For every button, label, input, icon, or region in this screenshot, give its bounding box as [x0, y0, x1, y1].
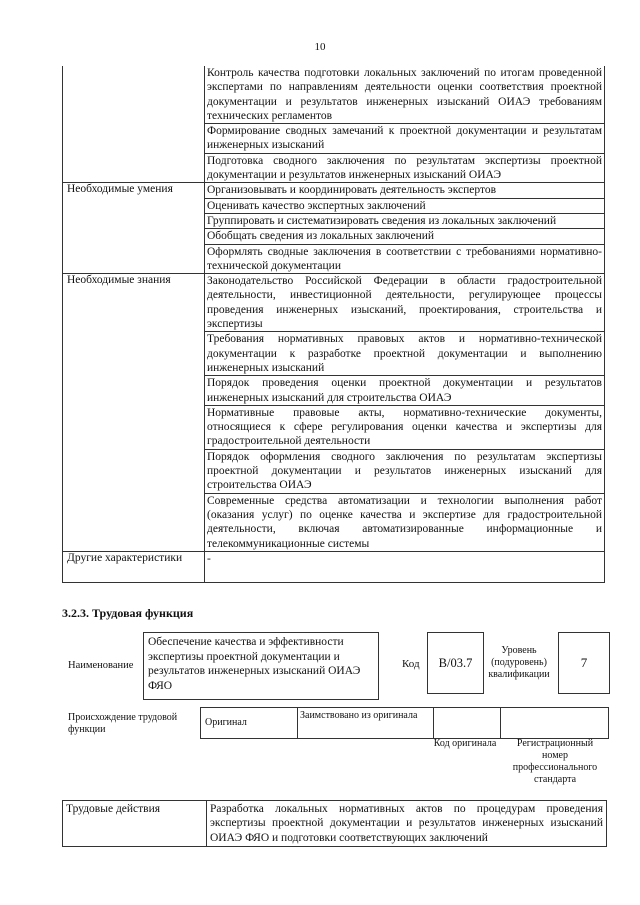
page-number: 10 — [314, 41, 326, 53]
table-row: Порядок оформления сводного заключения по результатам экспертизы проектной документации и результатов инженерных изысканий для строительства ОИАЭ — [205, 449, 605, 493]
code-original-label: Код оригинала — [433, 738, 497, 749]
table-row: Порядок проведения оценки проектной документации и результатов инженерных изысканий для строительства ОИАЭ — [205, 376, 605, 406]
origin-label: Происхождение трудовой функции — [68, 712, 178, 735]
table-row: Контроль качества подготовки локальных заключений по итогам проведенной экспертами по направлениям деятельности оценки соответствия проектной документации и результатов инженерных изысканий ОИАЭ требованиям технических регламентов — [205, 66, 605, 124]
table-row: Подготовка сводного заключения по результатам экспертизы проектной документации и результатов инженерных изысканий ОИАЭ — [205, 153, 605, 183]
origin-borrowed: Заимствовано из оригинала — [300, 710, 418, 721]
name-label: Наименование — [68, 660, 134, 671]
table-row: Оценивать качество экспертных заключений — [205, 198, 605, 213]
table-row: Требования нормативных правовых актов и нормативно-технической документации к разработке проектной документации и выполнению инженерных изысканий — [205, 332, 605, 376]
actions-text: Разработка локальных нормативных актов по процедурам проведения экспертизы проектной документации и результатов инженерных изысканий ОИАЭ ФЯО и подготовки соответствующих заключений — [207, 801, 607, 847]
function-name: Обеспечение качества и эффективности экспертизы проектной документации и результатов инженерных изысканий ОИАЭ ФЯО — [143, 632, 379, 700]
function-code: В/03.7 — [427, 632, 484, 694]
continued-label-cell — [63, 66, 205, 183]
origin-original: Оригинал — [205, 717, 247, 728]
function-level: 7 — [558, 632, 610, 694]
level-label: Уровень (подуровень) квалификации — [488, 645, 550, 680]
table-row: Оформлять сводные заключения в соответствии с требованиями нормативно-технической документации — [205, 244, 605, 274]
knowledge-label: Необходимые знания — [63, 274, 205, 552]
table-row: Законодательство Российской Федерации в области градостроительной деятельности, инвестиционной деятельности, регулирующее процессы проведения инженерных изысканий, проектирования, строительства и экспертизы — [205, 274, 605, 332]
skills-label: Необходимые умения — [63, 183, 205, 274]
other-label: Другие характеристики — [63, 551, 205, 582]
code-label: Код — [402, 658, 420, 670]
actions-table — [62, 800, 607, 847]
table-row: Формирование сводных замечаний к проектной документации и результатам инженерных изысканий — [205, 124, 605, 154]
section-title: 3.2.3. Трудовая функция — [62, 606, 194, 620]
requirements-table — [62, 66, 605, 583]
reg-number-label: Регистрационный номер профессионального стандарта — [512, 738, 598, 785]
table-row: Обобщать сведения из локальных заключений — [205, 229, 605, 244]
actions-label: Трудовые действия — [63, 801, 207, 847]
table-row: Организовывать и координировать деятельность экспертов — [205, 183, 605, 198]
table-row: Нормативные правовые акты, нормативно-технические документы, относящиеся к сфере регулирования оценки качества и экспертизы для градостроительной деятельности — [205, 405, 605, 449]
other-value: - — [205, 551, 605, 582]
table-row: Группировать и систематизировать сведения из локальных заключений — [205, 213, 605, 228]
table-row: Современные средства автоматизации и технологии выполнения работ (оказания услуг) по оценке качества и экспертизе для градостроительной деятельности, включая автоматизированные информационные и телекоммуникационные системы — [205, 493, 605, 551]
